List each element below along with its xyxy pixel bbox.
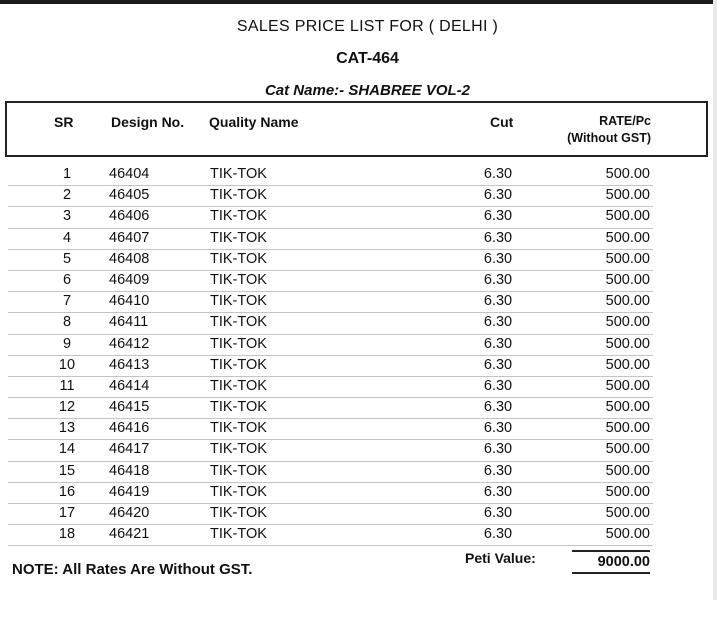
cell-rate: 500.00 (605, 462, 650, 479)
table-row (8, 377, 653, 398)
cell-design-no: 46414 (109, 377, 150, 394)
cell-rate: 500.00 (605, 526, 650, 543)
top-border-rule (0, 0, 717, 4)
cell-quality-name: TIK-TOK (210, 314, 267, 331)
cell-rate: 500.00 (605, 208, 650, 225)
cell-design-no: 46417 (109, 441, 150, 458)
cell-quality-name: TIK-TOK (210, 229, 267, 246)
cell-cut: 6.30 (483, 229, 513, 246)
cell-quality-name: TIK-TOK (210, 356, 267, 373)
cell-design-no: 46408 (109, 250, 150, 267)
table-row (8, 356, 653, 377)
cell-sr: 13 (58, 420, 76, 437)
cell-sr: 9 (62, 335, 72, 352)
cell-sr: 15 (58, 462, 76, 479)
cell-cut: 6.30 (483, 271, 513, 288)
table-row (8, 504, 653, 525)
column-header-rate-line2: (Without GST) (567, 131, 651, 145)
cell-sr: 18 (58, 526, 76, 543)
cell-sr: 2 (62, 187, 72, 204)
catalog-number: CAT-464 (336, 50, 399, 67)
cell-rate: 500.00 (605, 377, 650, 394)
cell-quality-name: TIK-TOK (210, 526, 267, 543)
cell-rate: 500.00 (605, 187, 650, 204)
cell-rate: 500.00 (605, 356, 650, 373)
cell-design-no: 46416 (109, 420, 150, 437)
cell-design-no: 46411 (109, 314, 149, 331)
cell-quality-name: TIK-TOK (210, 187, 267, 204)
table-row (8, 335, 653, 356)
cell-cut: 6.30 (483, 166, 513, 182)
cell-cut: 6.30 (483, 314, 513, 331)
cell-design-no: 46407 (109, 229, 150, 246)
cell-quality-name: TIK-TOK (210, 399, 267, 416)
cell-design-no: 46420 (109, 505, 150, 521)
cell-sr: 10 (58, 356, 76, 373)
cell-sr: 1 (62, 166, 72, 182)
cell-design-no: 46406 (109, 208, 150, 225)
cell-cut: 6.30 (483, 335, 513, 352)
table-row (8, 483, 653, 504)
cell-sr: 14 (58, 441, 76, 458)
cell-sr: 5 (62, 250, 72, 267)
column-header-sr: SR (54, 114, 74, 130)
cell-cut: 6.30 (483, 441, 513, 458)
table-row (8, 398, 653, 419)
cell-rate: 500.00 (605, 441, 650, 458)
cell-rate: 500.00 (605, 229, 650, 246)
gst-note: NOTE: All Rates Are Without GST. (12, 561, 253, 578)
table-row (8, 440, 653, 461)
cell-quality-name: TIK-TOK (210, 377, 267, 394)
cell-quality-name: TIK-TOK (210, 335, 267, 352)
cell-cut: 6.30 (483, 420, 513, 437)
table-row (8, 419, 653, 440)
cell-quality-name: TIK-TOK (210, 208, 267, 225)
table-header (5, 101, 708, 157)
cell-rate: 500.00 (605, 166, 650, 182)
cell-quality-name: TIK-TOK (210, 505, 267, 521)
table-row (8, 165, 653, 186)
cell-design-no: 46412 (109, 335, 150, 352)
document-title: SALES PRICE LIST FOR ( DELHI ) (236, 18, 499, 35)
cell-rate: 500.00 (605, 483, 650, 500)
cell-sr: 16 (58, 483, 76, 500)
cell-quality-name: TIK-TOK (210, 483, 267, 500)
cell-design-no: 46418 (109, 462, 150, 479)
cell-design-no: 46421 (109, 526, 150, 543)
cell-cut: 6.30 (483, 356, 513, 373)
cell-design-no: 46409 (109, 271, 150, 288)
cell-sr: 3 (62, 208, 72, 225)
cell-design-no: 46413 (109, 356, 150, 373)
cell-design-no: 46415 (109, 399, 150, 416)
cell-design-no: 46419 (109, 483, 150, 500)
cell-cut: 6.30 (483, 399, 513, 416)
cell-cut: 6.30 (483, 462, 513, 479)
cell-cut: 6.30 (483, 208, 513, 225)
cell-sr: 11 (59, 377, 75, 394)
table-row (8, 313, 653, 334)
cell-cut: 6.30 (483, 483, 513, 500)
cell-design-no: 46405 (109, 187, 150, 204)
cell-design-no: 46404 (109, 166, 150, 182)
cell-cut: 6.30 (483, 505, 513, 521)
catalog-name: Cat Name:- SHABREE VOL-2 (264, 82, 471, 99)
column-header-design-no: Design No. (111, 114, 185, 130)
cell-sr: 4 (62, 229, 72, 246)
cell-cut: 6.30 (483, 187, 513, 204)
cell-rate: 500.00 (605, 293, 650, 310)
cell-quality-name: TIK-TOK (210, 420, 267, 437)
column-header-rate-line1: RATE/Pc (599, 114, 651, 128)
cell-sr: 6 (62, 271, 72, 288)
peti-value-total: 9000.00 (572, 550, 650, 574)
cell-rate: 500.00 (605, 250, 650, 267)
table-row (8, 271, 653, 292)
cell-cut: 6.30 (483, 377, 513, 394)
table-row (8, 292, 653, 313)
cell-rate: 500.00 (605, 420, 650, 437)
cell-cut: 6.30 (483, 526, 513, 543)
peti-value-label: Peti Value: (465, 550, 536, 566)
table-row (8, 462, 653, 483)
column-header-cut: Cut (490, 114, 514, 130)
cell-quality-name: TIK-TOK (210, 250, 267, 267)
table-row (8, 207, 653, 228)
cell-quality-name: TIK-TOK (210, 271, 267, 288)
table-row (8, 229, 653, 250)
cell-design-no: 46410 (109, 293, 150, 310)
cell-rate: 500.00 (605, 335, 650, 352)
cell-cut: 6.30 (483, 250, 513, 267)
table-row (8, 250, 653, 271)
cell-quality-name: TIK-TOK (210, 462, 267, 479)
cell-rate: 500.00 (605, 399, 650, 416)
column-header-quality-name: Quality Name (209, 114, 299, 130)
cell-sr: 12 (58, 399, 76, 416)
cell-rate: 500.00 (605, 271, 650, 288)
column-header-rate (547, 113, 651, 147)
table-row (8, 186, 653, 207)
cell-quality-name: TIK-TOK (210, 293, 267, 310)
cell-quality-name: TIK-TOK (210, 441, 267, 458)
cell-cut: 6.30 (483, 293, 513, 310)
cell-quality-name: TIK-TOK (210, 166, 267, 182)
cell-rate: 500.00 (605, 314, 650, 331)
price-table-body (0, 165, 717, 546)
cell-sr: 8 (62, 314, 72, 331)
table-row (8, 525, 653, 546)
cell-rate: 500.00 (605, 505, 650, 521)
cell-sr: 7 (62, 293, 72, 310)
cell-sr: 17 (58, 505, 76, 521)
